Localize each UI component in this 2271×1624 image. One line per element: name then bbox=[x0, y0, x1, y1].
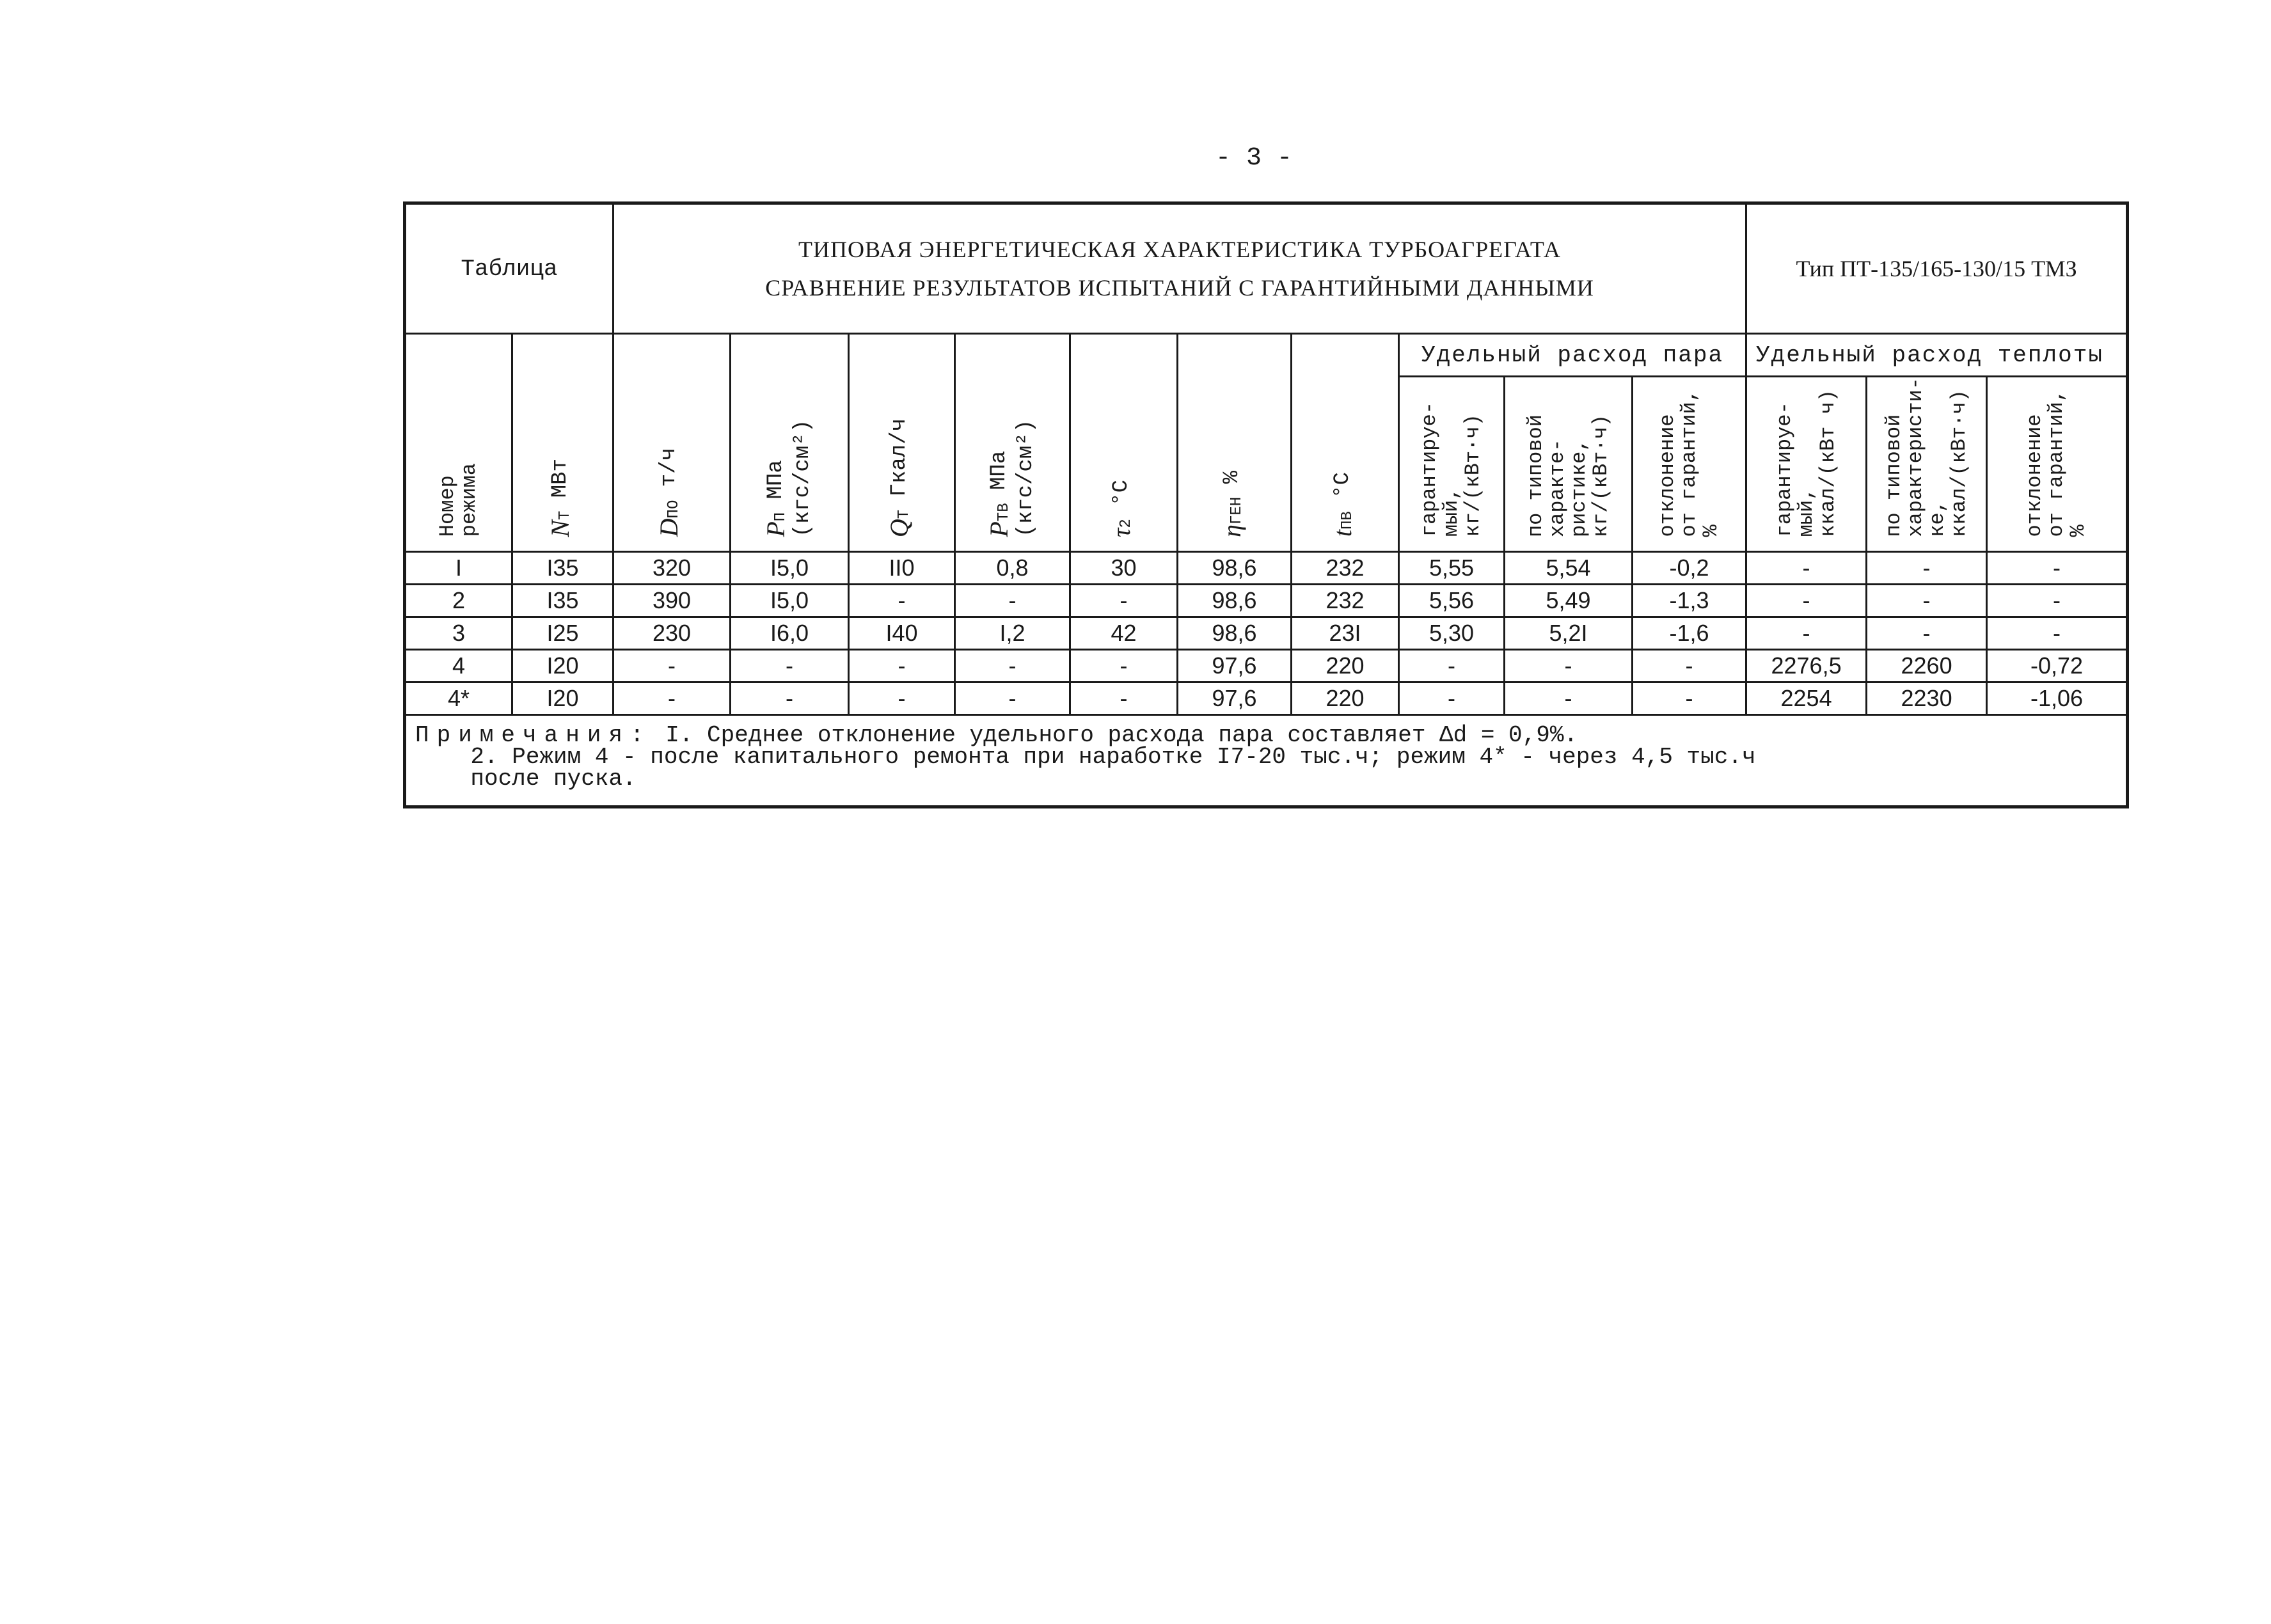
cell-steam-typical: - bbox=[1505, 649, 1633, 682]
cell-eta: 98,6 bbox=[1178, 551, 1292, 584]
table-row bbox=[405, 584, 2128, 617]
note-line-2: 2. Режим 4 - после капитального ремонта при наработке I7-20 тыс.ч; режим 4* - через 4,5 тыс.ч bbox=[415, 743, 1756, 770]
cell-t2: 42 bbox=[1070, 617, 1178, 649]
cell-steam-typical: 5,2I bbox=[1505, 617, 1633, 649]
title-row bbox=[405, 203, 2128, 334]
cell-heat-guaranteed: - bbox=[1746, 617, 1867, 649]
cell-steam-typical: 5,49 bbox=[1505, 584, 1633, 617]
col-qt: $Q_Т$ Гкал/ч bbox=[849, 334, 955, 552]
col-steam-guaranteed: гарантируе- мый, кг/(кВт·ч) bbox=[1399, 377, 1505, 552]
cell-heat-deviation: - bbox=[1987, 551, 2128, 584]
cell-heat-deviation: - bbox=[1987, 584, 2128, 617]
cell-heat-guaranteed: 2276,5 bbox=[1746, 649, 1867, 682]
cell-ptv: I,2 bbox=[955, 617, 1070, 649]
energy-characteristic-table bbox=[403, 201, 2129, 808]
cell-heat-typical: 2260 bbox=[1867, 649, 1987, 682]
cell-steam-deviation: -1,3 bbox=[1633, 584, 1746, 617]
cell-eta: 98,6 bbox=[1178, 584, 1292, 617]
cell-ptv: 0,8 bbox=[955, 551, 1070, 584]
cell-heat-guaranteed: - bbox=[1746, 584, 1867, 617]
cell-mode: 4 bbox=[405, 649, 512, 682]
cell-heat-deviation: -1,06 bbox=[1987, 682, 2128, 714]
title-line-2: СРАВНЕНИЕ РЕЗУЛЬТАТОВ ИСПЫТАНИЙ С ГАРАНТИЙНЫМИ ДАННЫМИ bbox=[765, 275, 1594, 301]
col-t2: $\tau_2$ °С bbox=[1070, 334, 1178, 552]
group-steam: Удельный расход пара bbox=[1399, 334, 1746, 377]
cell-nt: I35 bbox=[512, 551, 613, 584]
cell-qt: I40 bbox=[849, 617, 955, 649]
cell-ptv: - bbox=[955, 584, 1070, 617]
cell-mode: 4* bbox=[405, 682, 512, 714]
cell-steam-guaranteed: 5,55 bbox=[1399, 551, 1505, 584]
col-dpo: $D_{ПО}$ т/ч bbox=[613, 334, 731, 552]
col-nt: $N_Т$ МВт bbox=[512, 334, 613, 552]
cell-heat-guaranteed: - bbox=[1746, 551, 1867, 584]
cell-tpv: 232 bbox=[1292, 584, 1399, 617]
col-steam-deviation: отклонение от гарантий, % bbox=[1633, 377, 1746, 552]
cell-tpv: 232 bbox=[1292, 551, 1399, 584]
table-row bbox=[405, 649, 2128, 682]
title-line-1: ТИПОВАЯ ЭНЕРГЕТИЧЕСКАЯ ХАРАКТЕРИСТИКА ТУРБОАГРЕГАТА bbox=[798, 237, 1562, 262]
cell-steam-deviation: - bbox=[1633, 649, 1746, 682]
table-row bbox=[405, 617, 2128, 649]
cell-dpo: 390 bbox=[613, 584, 731, 617]
cell-ptv: - bbox=[955, 682, 1070, 714]
col-heat-typical: по типовой характеристи- ке, ккал/(кВт·ч) bbox=[1867, 377, 1987, 552]
table-row bbox=[405, 682, 2128, 714]
cell-pp: - bbox=[731, 682, 849, 714]
page-number: - 3 - bbox=[1215, 144, 1293, 173]
cell-steam-guaranteed: - bbox=[1399, 682, 1505, 714]
cell-eta: 97,6 bbox=[1178, 682, 1292, 714]
cell-pp: - bbox=[731, 649, 849, 682]
cell-heat-typical: - bbox=[1867, 617, 1987, 649]
cell-heat-typical: 2230 bbox=[1867, 682, 1987, 714]
cell-heat-guaranteed: 2254 bbox=[1746, 682, 1867, 714]
cell-tpv: 220 bbox=[1292, 649, 1399, 682]
cell-pp: I5,0 bbox=[731, 584, 849, 617]
cell-qt: - bbox=[849, 649, 955, 682]
col-heat-deviation: отклонение от гарантий, % bbox=[1987, 377, 2128, 552]
cell-eta: 97,6 bbox=[1178, 649, 1292, 682]
cell-steam-deviation: - bbox=[1633, 682, 1746, 714]
cell-pp: I6,0 bbox=[731, 617, 849, 649]
cell-tpv: 23I bbox=[1292, 617, 1399, 649]
cell-t2: - bbox=[1070, 649, 1178, 682]
cell-steam-guaranteed: 5,56 bbox=[1399, 584, 1505, 617]
cell-steam-deviation: -0,2 bbox=[1633, 551, 1746, 584]
cell-pp: I5,0 bbox=[731, 551, 849, 584]
table-row bbox=[405, 551, 2128, 584]
cell-nt: I20 bbox=[512, 682, 613, 714]
notes-row bbox=[405, 714, 2128, 807]
cell-dpo: - bbox=[613, 682, 731, 714]
col-steam-typical: по типовой характе- ристике, кг/(кВт·ч) bbox=[1505, 377, 1633, 552]
cell-mode: I bbox=[405, 551, 512, 584]
note-line-1: Примечания: I. Среднее отклонение удельного расхода пара составляет Δd = 0,9%. bbox=[415, 721, 1578, 748]
cell-steam-deviation: -1,6 bbox=[1633, 617, 1746, 649]
col-pp: $P_П$ МПа (кгс/см²) bbox=[731, 334, 849, 552]
note-line-3: после пуска. bbox=[415, 765, 637, 792]
cell-mode: 2 bbox=[405, 584, 512, 617]
cell-mode: 3 bbox=[405, 617, 512, 649]
cell-nt: I35 bbox=[512, 584, 613, 617]
col-tpv: $t_{ПВ}$ °С bbox=[1292, 334, 1399, 552]
group-heat: Удельный расход теплоты bbox=[1746, 334, 2128, 377]
cell-heat-deviation: - bbox=[1987, 617, 2128, 649]
cell-steam-typical: - bbox=[1505, 682, 1633, 714]
cell-ptv: - bbox=[955, 649, 1070, 682]
header-row-groups bbox=[405, 334, 2128, 377]
cell-t2: 30 bbox=[1070, 551, 1178, 584]
col-heat-guaranteed: гарантируе- мый, ккал/(кВт ч) bbox=[1746, 377, 1867, 552]
cell-tpv: 220 bbox=[1292, 682, 1399, 714]
cell-heat-typical: - bbox=[1867, 551, 1987, 584]
cell-steam-guaranteed: - bbox=[1399, 649, 1505, 682]
cell-dpo: 320 bbox=[613, 551, 731, 584]
cell-eta: 98,6 bbox=[1178, 617, 1292, 649]
col-mode: Номер режима bbox=[405, 334, 512, 552]
notes-heading: Примечания: bbox=[415, 721, 652, 748]
cell-qt: - bbox=[849, 584, 955, 617]
cell-nt: I20 bbox=[512, 649, 613, 682]
turbine-type: Тип ПТ-135/165-130/15 ТМЗ bbox=[1746, 203, 2128, 334]
table-label: Таблица bbox=[405, 203, 613, 334]
cell-heat-deviation: -0,72 bbox=[1987, 649, 2128, 682]
cell-dpo: - bbox=[613, 649, 731, 682]
cell-steam-typical: 5,54 bbox=[1505, 551, 1633, 584]
table-title bbox=[613, 203, 1746, 334]
cell-t2: - bbox=[1070, 584, 1178, 617]
col-ptv: $P_{ТВ}$ МПа (кгс/см²) bbox=[955, 334, 1070, 552]
notes bbox=[405, 714, 2128, 807]
cell-heat-typical: - bbox=[1867, 584, 1987, 617]
cell-dpo: 230 bbox=[613, 617, 731, 649]
cell-qt: - bbox=[849, 682, 955, 714]
cell-t2: - bbox=[1070, 682, 1178, 714]
col-eta: $\eta_{ГЕН}$ % bbox=[1178, 334, 1292, 552]
cell-qt: II0 bbox=[849, 551, 955, 584]
cell-steam-guaranteed: 5,30 bbox=[1399, 617, 1505, 649]
cell-nt: I25 bbox=[512, 617, 613, 649]
